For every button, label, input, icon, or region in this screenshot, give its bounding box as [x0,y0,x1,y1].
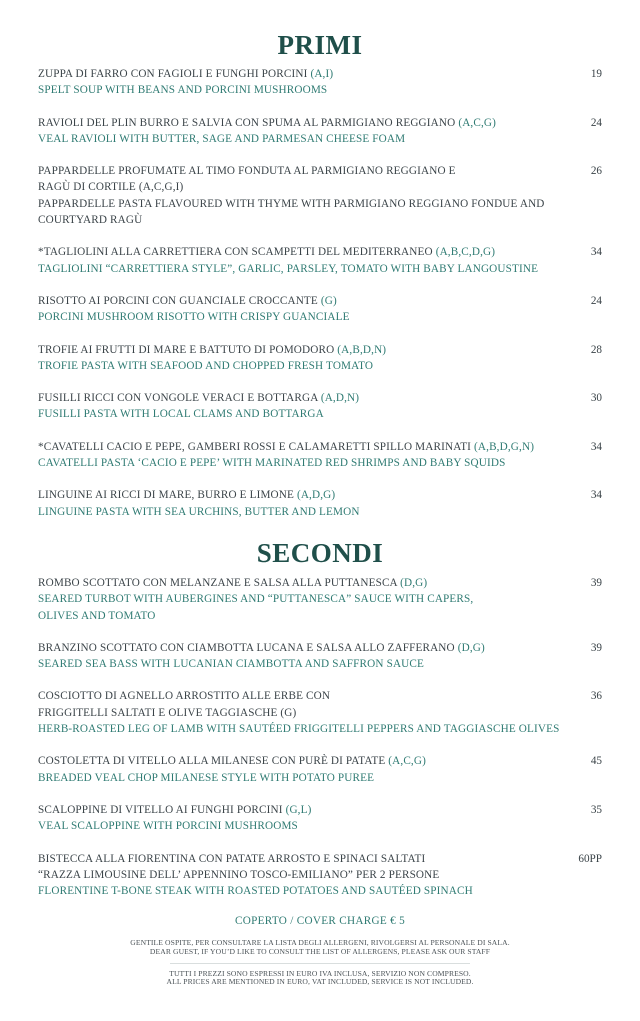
dish-price: 39 [590,576,602,589]
dish-name-en: PORCINI MUSHROOM RISOTTO WITH CRISPY GUANCIALE [38,311,350,324]
dish-price: 24 [590,294,602,307]
allergen-codes: (G,L) [285,803,312,816]
dish-name-en: SEARED SEA BASS WITH LUCANIAN CIAMBOTTA AND SAFFRON SAUCE [38,658,424,671]
dish-name-it-text: BRANZINO SCOTTATO CON CIAMBOTTA LUCANA E SALSA ALLO ZAFFERANO [38,641,455,654]
menu-item-text [38,293,572,326]
dish-name-it [38,640,572,656]
menu-item [38,753,602,786]
menu-item-text [38,66,572,99]
allergen-codes: (A,B,D,N) [337,343,387,356]
menu-item [38,688,602,737]
dish-name-it-text: RAVIOLI DEL PLIN BURRO E SALVIA CON SPUMA AL PARMIGIANO REGGIANO [38,116,456,129]
prices-note-it: TUTTI I PREZZI SONO ESPRESSI IN EURO IVA INCLUSA, SERVIZIO NON COMPRESO. [169,968,471,978]
dish-price: 36 [590,690,602,703]
dish-price: 19 [590,68,602,80]
secondi-title: SECONDI [256,537,384,568]
dish-price: 28 [590,343,602,356]
dish-name-en: FLORENTINE T-BONE STEAK WITH ROASTED POTATOES AND SAUTÉED SPINACH [38,885,473,898]
dish-price: 24 [590,116,602,129]
menu-item [38,342,602,375]
dish-name-it [38,851,572,867]
dish-name-en: PAPPARDELLE PASTA FLAVOURED WITH THYME WITH PARMIGIANO REGGIANO FONDUE AND [38,197,545,210]
menu-item [38,293,602,326]
menu-footer [0,915,640,986]
dish-price: 60PP [578,852,602,865]
dish-name-it [38,575,572,591]
menu-item [38,115,602,148]
dish-name-it [38,66,572,82]
allergen-note-it: GENTILE OSPITE, PER CONSULTARE LA LISTA DEGLI ALLERGENI, RIVOLGERSI AL PERSONALE DI SALA. [130,938,510,948]
dish-name-it [38,293,572,309]
dish-name-en: TROFIE PASTA WITH SEAFOOD AND CHOPPED FRESH TOMATO [38,359,374,372]
dish-price: 34 [590,489,602,502]
dish-name-en: LINGUINE PASTA WITH SEA URCHINS, BUTTER AND LEMON [38,505,360,518]
dish-name-it [38,244,572,260]
dish-name-it-text: ZUPPA DI FARRO CON FAGIOLI E FUNGHI PORCINI [38,68,308,80]
dish-name-en: TAGLIOLINI “CARRETTIERA STYLE”, GARLIC, PARSLEY, TOMATO WITH BABY LANGOUSTINE [38,262,539,275]
menu-item [38,640,602,673]
menu-item-text [38,390,572,423]
allergen-codes: (A,C,G) [388,755,426,768]
dish-price: 45 [590,755,602,768]
menu-item [38,575,602,624]
menu-item-text [38,487,572,520]
allergen-codes: (A,D,G) [296,489,336,502]
dish-name-en: FUSILLI PASTA WITH LOCAL CLAMS AND BOTTARGA [38,408,324,421]
dish-name-it [38,342,572,358]
dish-name-en: SPELT SOUP WITH BEANS AND PORCINI MUSHROOMS [38,84,328,97]
menu-item-text [38,753,572,786]
menu-item [38,390,602,423]
dish-name-it-text: PAPPARDELLE PROFUMATE AL TIMO FONDUTA AL PARMIGIANO REGGIANO E [38,165,456,178]
dish-name-it [38,390,572,406]
dish-name-it-text: RAGÙ DI CORTILE (A,C,G,I) [38,181,184,194]
prices-note-en: ALL PRICES ARE MENTIONED IN EURO, VAT INCLUDED, SERVICE IS NOT INCLUDED. [166,977,474,987]
dish-name-en: VEAL RAVIOLI WITH BUTTER, SAGE AND PARMESAN CHEESE FOAM [38,132,406,145]
menu-item-text [38,439,572,472]
menu-item-text [38,688,572,737]
dish-name-en: SEARED TURBOT WITH AUBERGINES AND “PUTTANESCA” SAUCE WITH CAPERS, [38,593,474,606]
dish-name-it [38,439,572,455]
dish-name-it [38,179,572,195]
menu-item-text [38,115,572,148]
menu-item-text [38,575,572,624]
dish-name-it-text: COSCIOTTO DI AGNELLO ARROSTITO ALLE ERBE CON [38,690,331,703]
dish-name-en: HERB-ROASTED LEG OF LAMB WITH SAUTÉED FRIGGITELLI PEPPERS AND TAGGIASCHE OLIVES [38,723,560,736]
dish-price: 26 [590,165,602,178]
menu-item [38,66,602,99]
primi-title: PRIMI [277,30,363,60]
secondi-list [0,575,640,899]
allergen-codes: (A,B,D,G,N) [474,440,535,453]
cover-charge: COPERTO / COVER CHARGE € 5 [234,915,406,928]
allergen-codes: (A,I) [310,68,334,80]
dish-name-en: COURTYARD RAGÙ [38,214,143,227]
menu-item [38,851,602,900]
dish-name-it [38,688,572,704]
dish-name-en: BREADED VEAL CHOP MILANESE STYLE WITH POTATO PUREE [38,771,375,784]
menu-item-text [38,163,572,228]
allergen-codes: (A,D,N) [320,392,360,405]
allergen-codes: (A,C,G) [458,116,497,129]
dish-name-it-text: FRIGGITELLI SALTATI E OLIVE TAGGIASCHE (G) [38,706,297,719]
dish-name-it [38,867,572,883]
dish-name-it-text: *TAGLIOLINI ALLA CARRETTIERA CON SCAMPETTI DEL MEDITERRANEO [38,246,433,259]
allergen-codes: (G) [320,294,337,307]
dish-name-it [38,802,572,818]
dish-name-it-text: RISOTTO AI PORCINI CON GUANCIALE CROCCANTE [38,294,318,307]
allergen-codes: (A,B,C,D,G) [435,246,496,259]
primi-list [0,66,640,520]
dish-name-it-text: FUSILLI RICCI CON VONGOLE VERACI E BOTTARGA [38,392,318,405]
dish-price: 34 [590,246,602,259]
dish-name-it-text: *CAVATELLI CACIO E PEPE, GAMBERI ROSSI E CALAMARETTI SPILLO MARINATI [38,440,472,453]
allergen-codes: (D,G) [400,576,428,589]
dish-name-it [38,705,572,721]
dish-name-it [38,163,572,179]
dish-name-it-text: SCALOPPINE DI VITELLO AI FUNGHI PORCINI [38,803,283,816]
dish-name-it-text: BISTECCA ALLA FIORENTINA CON PATATE ARROSTO E SPINACI SALTATI [38,852,426,865]
dish-name-it [38,115,572,131]
menu-item-text [38,851,572,900]
menu-item [38,487,602,520]
dish-name-en: CAVATELLI PASTA ‘CACIO E PEPE’ WITH MARINATED RED SHRIMPS AND BABY SQUIDS [38,457,506,470]
dish-name-it-text: COSTOLETTA DI VITELLO ALLA MILANESE CON PURÈ DI PATATE [38,755,386,768]
allergen-codes: (D,G) [457,641,485,654]
menu-item [38,244,602,277]
dish-name-it [38,753,572,769]
menu-item-text [38,802,572,835]
dish-price: 35 [590,803,602,816]
dish-name-it [38,487,572,503]
dish-name-it-text: LINGUINE AI RICCI DI MARE, BURRO E LIMONE [38,489,294,502]
dish-price: 34 [590,440,602,453]
dish-name-en: VEAL SCALOPPINE WITH PORCINI MUSHROOMS [38,820,298,833]
menu-item [38,802,602,835]
dish-name-it-text: “RAZZA LIMOUSINE DELL’ APPENNINO TOSCO-EMILIANO” PER 2 PERSONE [38,868,440,881]
dish-name-it-text: ROMBO SCOTTATO CON MELANZANE E SALSA ALLA PUTTANESCA [38,576,398,589]
dish-name-en: OLIVES AND TOMATO [38,609,156,622]
menu-item-text [38,342,572,375]
menu-item-text [38,244,572,277]
allergen-note-en: DEAR GUEST, IF YOU’D LIKE TO CONSULT THE LIST OF ALLERGENS, PLEASE ASK OUR STAFF [149,946,491,956]
menu-item [38,163,602,228]
dish-price: 39 [590,641,602,654]
dish-name-it-text: TROFIE AI FRUTTI DI MARE E BATTUTO DI POMODORO [38,343,335,356]
menu-item-text [38,640,572,673]
menu-item [38,439,602,472]
footer-divider [170,963,470,964]
dish-price: 30 [590,392,602,405]
